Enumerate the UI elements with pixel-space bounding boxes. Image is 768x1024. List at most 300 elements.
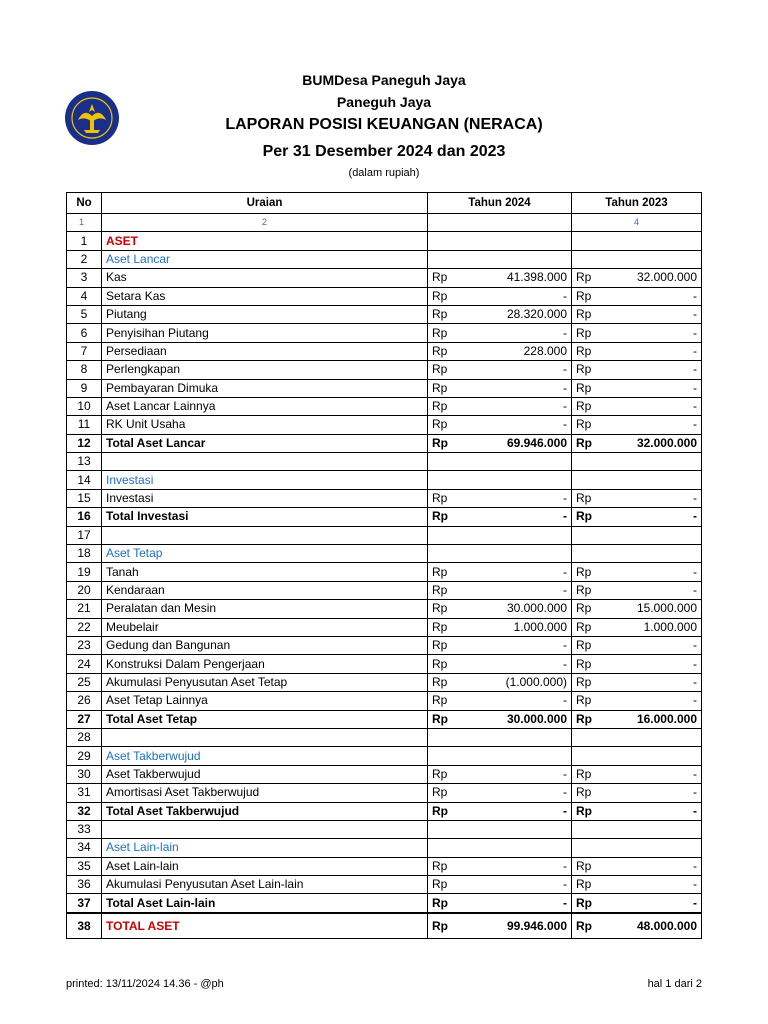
currency-label: Rp [432,491,448,506]
row-label: Peralatan dan Mesin [102,600,428,618]
amount-2023 [572,581,702,599]
currency-label: Rp [432,343,448,358]
amount-2024 [428,434,572,452]
amount-value: - [693,785,697,800]
row-label [102,820,428,838]
amount-2024 [428,894,572,913]
amount-value: - [693,583,697,597]
currency-label: Rp [576,601,592,616]
table-row [67,489,702,507]
table-row [67,710,702,728]
amount-2023 [572,287,702,305]
amount-value: 228.000 [523,343,567,358]
currency-label: Rp [576,417,592,432]
amount-value: 41.398.000 [506,270,567,285]
table-row [67,434,702,452]
row-label: Meubelair [102,618,428,636]
currency-label: Rp [432,380,448,395]
row-label: Total Aset Lancar [102,434,428,452]
table-row [67,250,702,268]
amount-2023 [572,636,702,654]
amount-2023 [572,526,702,544]
amount-2024 [428,581,572,599]
amount-2024 [428,508,572,526]
row-number: 9 [67,379,102,397]
amount-2023 [572,710,702,728]
currency-label: Rp [432,270,448,285]
table-header-row [67,193,702,214]
amount-value: - [693,858,697,873]
row-label [102,526,428,544]
row-label: Total Aset Lain-lain [102,894,428,913]
table-row [67,361,702,379]
row-number: 38 [67,913,102,939]
amount-value: - [563,638,567,653]
table-row [67,581,702,599]
row-number: 10 [67,397,102,415]
currency-label: Rp [432,674,448,689]
row-label: Investasi [102,489,428,507]
col-number-4: 4 [572,214,702,232]
currency-label: Rp [576,399,592,414]
table-row [67,655,702,673]
table-row [67,802,702,820]
amount-value: - [563,877,567,892]
col-header-2023: Tahun 2023 [572,193,702,214]
amount-2024 [428,379,572,397]
row-number: 34 [67,839,102,857]
amount-2023 [572,434,702,452]
row-number: 33 [67,820,102,838]
amount-value: (1.000.000) [505,674,567,689]
row-label: Konstruksi Dalam Pengerjaan [102,655,428,673]
row-number: 1 [67,232,102,250]
amount-2024 [428,765,572,783]
table-row [67,232,702,250]
amount-2024 [428,563,572,581]
row-number: 4 [67,287,102,305]
col-number-3 [428,214,572,232]
row-label: Tanah [102,563,428,581]
amount-2023 [572,802,702,820]
table-row [67,563,702,581]
amount-value: - [693,343,697,358]
currency-label: Rp [432,785,448,800]
row-label: Kendaraan [102,581,428,599]
row-number: 6 [67,324,102,342]
table-row [67,305,702,323]
currency-label: Rp [576,380,592,395]
currency-label: Rp [576,858,592,873]
amount-2023 [572,361,702,379]
currency-label: Rp [576,343,592,358]
table-row [67,876,702,894]
currency-label: Rp [576,288,592,303]
row-number: 22 [67,618,102,636]
amount-value: - [693,766,697,781]
amount-2024 [428,820,572,838]
currency-label: Rp [432,766,448,781]
amount-2024 [428,600,572,618]
row-label: Perlengkapan [102,361,428,379]
currency-label: Rp [432,435,448,450]
table-row [67,857,702,875]
row-label: TOTAL ASET [102,913,428,939]
row-number: 5 [67,305,102,323]
row-number: 28 [67,728,102,746]
currency-label: Rp [432,362,448,377]
currency-label: Rp [576,362,592,377]
currency-label: Rp [576,638,592,653]
row-label: Akumulasi Penyusutan Aset Lain-lain [102,876,428,894]
currency-label: Rp [432,509,448,524]
amount-value: 30.000.000 [506,711,567,726]
amount-2024 [428,913,572,939]
row-number: 20 [67,581,102,599]
amount-2023 [572,508,702,526]
amount-2023 [572,324,702,342]
amount-value: - [563,399,567,414]
amount-2024 [428,397,572,415]
row-label: RK Unit Usaha [102,416,428,434]
amount-2024 [428,728,572,746]
amount-2024 [428,710,572,728]
row-number: 13 [67,453,102,471]
amount-value: - [563,766,567,781]
amount-value: 16.000.000 [636,711,697,726]
amount-value: 32.000.000 [636,435,697,450]
org-name: BUMDesa Paneguh Jaya [302,72,466,88]
row-label: Setara Kas [102,287,428,305]
table-row [67,471,702,489]
amount-2023 [572,894,702,913]
table-row [67,269,702,287]
currency-label: Rp [432,895,448,910]
amount-2024 [428,545,572,563]
currency-label: Rp [432,583,448,597]
row-number: 19 [67,563,102,581]
currency-label: Rp [576,491,592,506]
row-number: 17 [67,526,102,544]
amount-value: - [693,877,697,892]
report-title: LAPORAN POSISI KEUANGAN (NERACA) [225,116,543,133]
currency-label: Rp [432,803,448,818]
amount-value: - [693,803,697,818]
col-header-uraian: Uraian [102,193,428,214]
amount-value: - [563,491,567,506]
amount-2023 [572,784,702,802]
table-row [67,618,702,636]
amount-2024 [428,618,572,636]
amount-2023 [572,765,702,783]
currency-label: Rp [576,803,592,818]
col-number-1: 1 [67,214,102,232]
amount-value: 99.946.000 [506,918,567,933]
amount-2023 [572,453,702,471]
amount-value: 30.000.000 [506,601,567,616]
col-header-no: No [67,193,102,214]
amount-2024 [428,692,572,710]
table-row [67,545,702,563]
amount-value: 69.946.000 [506,435,567,450]
currency-label: Rp [432,638,448,653]
row-number: 7 [67,342,102,360]
currency-label: Rp [432,399,448,414]
column-number-row [67,214,702,232]
table-row [67,839,702,857]
amount-value: 1.000.000 [643,619,697,634]
amount-value: - [693,325,697,340]
amount-2024 [428,839,572,857]
row-label: Aset Lancar Lainnya [102,397,428,415]
amount-value: - [563,362,567,377]
row-number: 23 [67,636,102,654]
amount-2023 [572,655,702,673]
currency-label: Rp [432,601,448,616]
currency-label: Rp [432,656,448,671]
table-row [67,784,702,802]
amount-2024 [428,471,572,489]
row-label: Kas [102,269,428,287]
currency-label: Rp [432,693,448,708]
amount-2023 [572,747,702,765]
table-row [67,673,702,691]
amount-2024 [428,489,572,507]
amount-2024 [428,269,572,287]
table-row [67,765,702,783]
amount-value: - [693,509,697,524]
table-row [67,728,702,746]
amount-2024 [428,305,572,323]
table-row [67,324,702,342]
col-number-2: 2 [102,214,428,232]
currency-label: Rp [576,307,592,322]
table-row [67,600,702,618]
amount-value: - [563,693,567,708]
amount-value: - [693,399,697,414]
table-row [67,894,702,913]
amount-2024 [428,673,572,691]
currency-label: Rp [576,325,592,340]
report-unit: (dalam rupiah) [348,167,420,179]
row-number: 24 [67,655,102,673]
row-number: 15 [67,489,102,507]
currency-label: Rp [432,877,448,892]
currency-label: Rp [576,435,592,450]
amount-value: - [563,656,567,671]
row-number: 18 [67,545,102,563]
table-row [67,287,702,305]
amount-2024 [428,342,572,360]
currency-label: Rp [432,858,448,873]
amount-value: - [563,564,567,579]
currency-label: Rp [432,564,448,579]
table-row [67,379,702,397]
row-label: Aset Takberwujud [102,765,428,783]
row-label: Total Investasi [102,508,428,526]
currency-label: Rp [576,918,592,933]
amount-2024 [428,250,572,268]
amount-2024 [428,876,572,894]
amount-2023 [572,820,702,838]
row-label: Penyisihan Piutang [102,324,428,342]
row-label: ASET [102,232,428,250]
row-number: 2 [67,250,102,268]
amount-2023 [572,545,702,563]
row-label: Pembayaran Dimuka [102,379,428,397]
row-number: 12 [67,434,102,452]
row-label: Aset Lain-lain [102,857,428,875]
table-row [67,397,702,415]
table-row [67,747,702,765]
amount-2023 [572,305,702,323]
table-row [67,453,702,471]
amount-2024 [428,361,572,379]
amount-2024 [428,232,572,250]
amount-2023 [572,397,702,415]
amount-value: - [563,509,567,524]
row-label [102,728,428,746]
table-row [67,508,702,526]
row-number: 14 [67,471,102,489]
balance-sheet-table [66,192,702,939]
row-label: Aset Tetap Lainnya [102,692,428,710]
currency-label: Rp [576,656,592,671]
amount-2023 [572,692,702,710]
amount-value: - [693,307,697,322]
amount-value: - [693,380,697,395]
amount-2023 [572,618,702,636]
amount-value: 32.000.000 [636,270,697,285]
amount-2023 [572,416,702,434]
currency-label: Rp [576,619,592,634]
amount-2023 [572,379,702,397]
amount-value: - [563,288,567,303]
row-label: Aset Lain-lain [102,839,428,857]
row-number: 29 [67,747,102,765]
row-label: Aset Tetap [102,545,428,563]
amount-value: 28.320.000 [506,307,567,322]
report-period: Per 31 Desember 2024 dan 2023 [262,143,506,160]
amount-value: - [693,491,697,506]
table-row [67,913,702,939]
amount-value: 1.000.000 [513,619,567,634]
table-body [67,232,702,938]
amount-2024 [428,857,572,875]
row-label: Amortisasi Aset Takberwujud [102,784,428,802]
amount-2024 [428,747,572,765]
amount-value: 48.000.000 [636,918,697,933]
row-number: 27 [67,710,102,728]
amount-value: - [563,785,567,800]
currency-label: Rp [432,918,448,933]
amount-value: - [563,325,567,340]
row-number: 35 [67,857,102,875]
currency-label: Rp [432,325,448,340]
row-number: 36 [67,876,102,894]
row-label [102,453,428,471]
row-label: Total Aset Takberwujud [102,802,428,820]
amount-2023 [572,673,702,691]
currency-label: Rp [576,270,592,285]
org-place: Paneguh Jaya [336,94,432,110]
table-row [67,636,702,654]
row-number: 25 [67,673,102,691]
amount-2023 [572,876,702,894]
currency-label: Rp [576,583,592,597]
amount-2023 [572,913,702,939]
row-number: 11 [67,416,102,434]
row-number: 8 [67,361,102,379]
amount-value: - [563,417,567,432]
amount-2024 [428,526,572,544]
amount-value: - [563,583,567,597]
row-label: Gedung dan Bangunan [102,636,428,654]
row-number: 21 [67,600,102,618]
print-stamp: printed: 13/11/2024 14.36 - @ph [66,978,224,990]
amount-2024 [428,416,572,434]
amount-2023 [572,728,702,746]
currency-label: Rp [576,711,592,726]
amount-2024 [428,324,572,342]
table-row [67,526,702,544]
row-number: 37 [67,894,102,913]
row-label: Total Aset Tetap [102,710,428,728]
amount-2023 [572,232,702,250]
col-header-2024: Tahun 2024 [428,193,572,214]
amount-value: - [693,288,697,303]
amount-2023 [572,563,702,581]
currency-label: Rp [576,785,592,800]
amount-2023 [572,269,702,287]
currency-label: Rp [432,711,448,726]
amount-2024 [428,802,572,820]
row-label: Piutang [102,305,428,323]
table-row [67,342,702,360]
amount-value: - [693,417,697,432]
amount-2024 [428,636,572,654]
page-number: hal 1 dari 2 [647,978,702,990]
row-label: Akumulasi Penyusutan Aset Tetap [102,673,428,691]
amount-2024 [428,287,572,305]
row-label: Persediaan [102,342,428,360]
amount-value: - [563,380,567,395]
row-number: 30 [67,765,102,783]
currency-label: Rp [576,674,592,689]
row-label: Aset Lancar [102,250,428,268]
amount-value: - [693,674,697,689]
amount-value: - [693,362,697,377]
currency-label: Rp [576,509,592,524]
amount-2023 [572,250,702,268]
amount-2023 [572,857,702,875]
amount-value: 15.000.000 [636,601,697,616]
table-row [67,416,702,434]
row-number: 31 [67,784,102,802]
currency-label: Rp [576,564,592,579]
currency-label: Rp [576,766,592,781]
amount-2024 [428,453,572,471]
amount-value: - [693,564,697,579]
row-number: 32 [67,802,102,820]
table-row [67,692,702,710]
currency-label: Rp [576,693,592,708]
currency-label: Rp [576,877,592,892]
row-number: 16 [67,508,102,526]
amount-value: - [693,656,697,671]
amount-2024 [428,784,572,802]
currency-label: Rp [432,417,448,432]
